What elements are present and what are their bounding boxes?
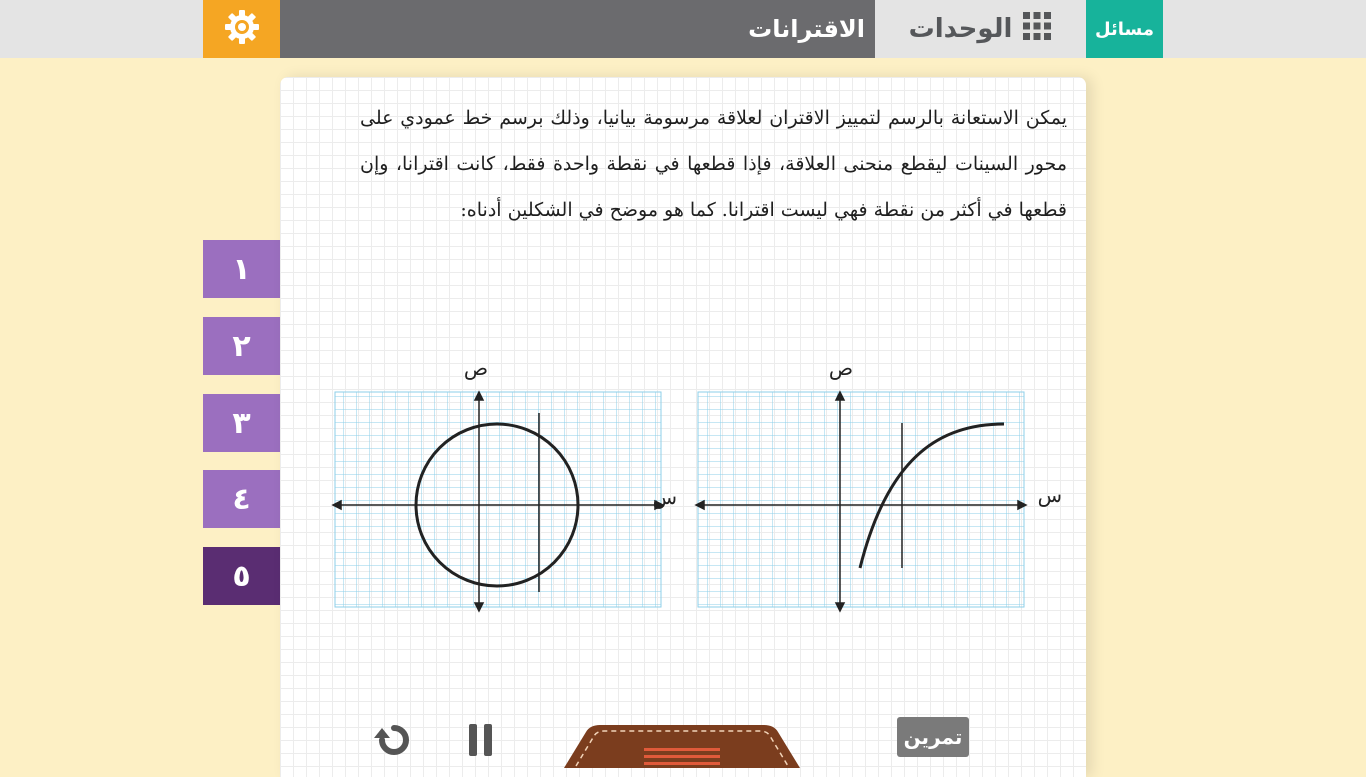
book-icon <box>564 753 800 772</box>
tab-4[interactable] <box>203 470 280 528</box>
pause-button[interactable] <box>466 721 496 759</box>
replay-icon <box>372 745 416 764</box>
masael-button[interactable] <box>1086 0 1163 58</box>
lesson-paragraph: يمكن الاستعانة بالرسم لتمييز الاقتران لعلاقة مرسومة بيانيا، وذلك برسم خط عمودي على محور السينات ليقطع منحنى العلاقة، فإذا قطعها في نقطة واحدة فقط، كانت اقترانا، وإن قطعها في أكثر من نقطة فهي ليست اقترانا. كما هو موضح في الشكلين أدناه: <box>360 107 1067 221</box>
tab-label: ٥ <box>232 558 251 594</box>
page-title <box>280 0 875 58</box>
tab-2[interactable] <box>203 317 280 375</box>
masael-label: مسائل <box>1094 18 1155 40</box>
pause-icon <box>466 744 496 763</box>
settings-button[interactable] <box>203 0 280 58</box>
tab-label: ٤ <box>232 481 251 517</box>
function-curve-graph <box>694 357 1066 621</box>
x-axis-label: س <box>652 485 677 509</box>
exercise-label: تمرين <box>903 725 963 749</box>
tab-label: ١ <box>232 251 251 287</box>
tab-label: ٣ <box>232 405 251 441</box>
tab-1[interactable] <box>203 240 280 298</box>
y-axis-label: ص <box>463 357 489 380</box>
gear-icon <box>223 8 261 50</box>
book-button[interactable] <box>564 724 800 768</box>
content-card <box>280 77 1086 777</box>
grid-menu-icon <box>1022 11 1052 48</box>
units-label: الوحدات <box>908 14 1013 44</box>
y-axis-label: ص <box>828 357 854 380</box>
units-button[interactable] <box>875 0 1086 58</box>
x-axis-label: س <box>1037 483 1062 507</box>
replay-button[interactable] <box>372 720 416 760</box>
page-title-text: الاقترانات <box>748 15 865 43</box>
exercise-button[interactable] <box>897 717 969 757</box>
tab-label: ٢ <box>232 328 251 364</box>
circle-graph <box>330 357 680 621</box>
tab-3[interactable] <box>203 394 280 452</box>
bottom-controls <box>280 700 1086 768</box>
tab-5[interactable] <box>203 547 280 605</box>
